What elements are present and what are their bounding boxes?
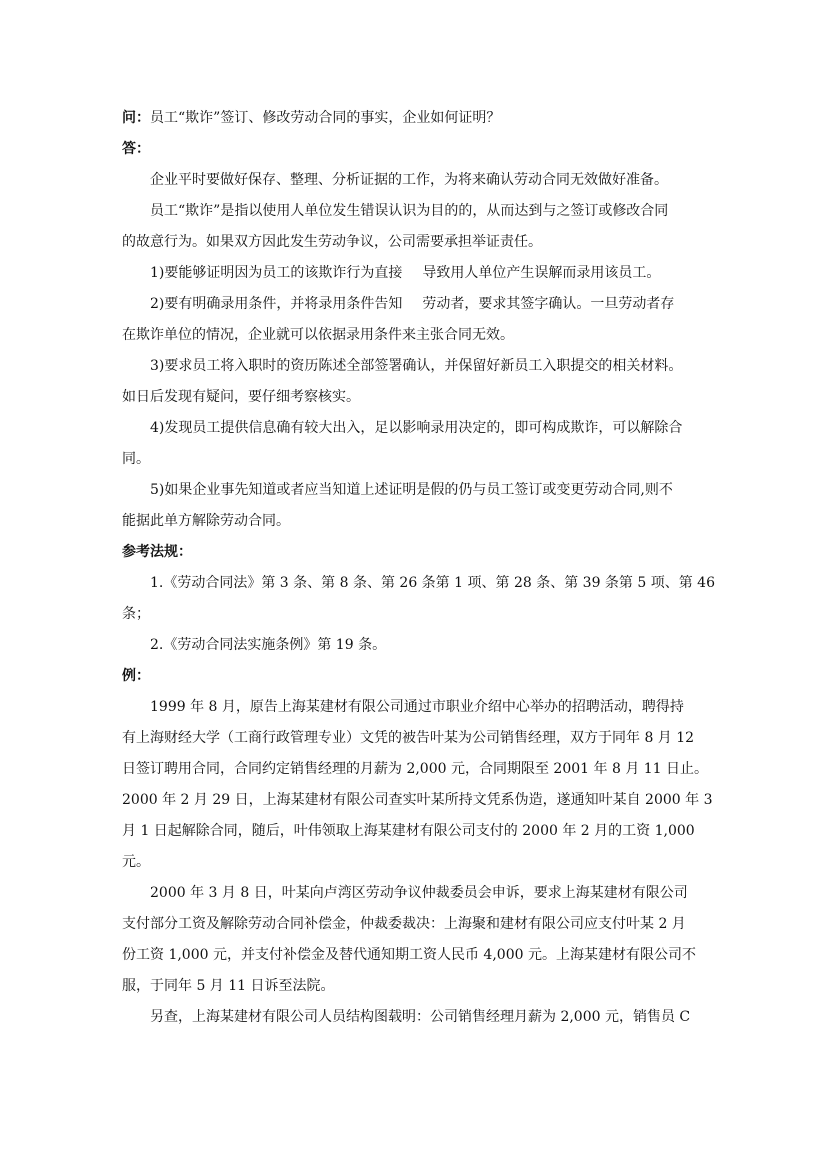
example-paragraph-2-line-4: 服，于同年 5 月 11 日诉至法院。 — [122, 978, 335, 994]
answer-item-4-line-2: 同。 — [122, 451, 150, 467]
answer-item-2-part-a: 2)要有明确录用条件，并将录用条件告知 — [150, 296, 403, 312]
reference-2: 2.《劳动合同法实施条例》第 19 条。 — [150, 637, 387, 653]
answer-item-2-part-b: 劳动者，要求其签字确认。一旦劳动者存 — [422, 296, 675, 312]
answer-item-3-line-2: 如日后发现有疑问，要仔细考察核实。 — [122, 389, 360, 405]
answer-paragraph-2-line-2: 的故意行为。如果双方因此发生劳动争议，公司需要承担举证责任。 — [122, 234, 542, 250]
answer-item-2-line-2: 在欺诈单位的情况，企业就可以依据录用条件来主张合同无效。 — [122, 327, 514, 343]
example-paragraph-2-line-3: 份工资 1,000 元，并支付补偿金及替代通知期工资人民币 4,000 元。上海某建材有限公司不 — [122, 947, 696, 963]
answer-label: 答： — [122, 141, 150, 157]
example-paragraph-1-line-6: 元。 — [122, 854, 150, 870]
answer-item-2-line-1 — [122, 289, 704, 320]
answer-item-1 — [122, 258, 704, 289]
answer-item-4-line-1: 4)发现员工提供信息确有较大出入，足以影响录用决定的，即可构成欺诈，可以解除合 — [150, 420, 683, 436]
example-paragraph-2-line-1: 2000 年 3 月 8 日，叶某向卢湾区劳动争议仲裁委员会申诉，要求上海某建材有限公司 — [150, 885, 688, 901]
question-line — [122, 103, 704, 134]
example-paragraph-1-line-1: 1999 年 8 月，原告上海某建材有限公司通过市职业介绍中心举办的招聘活动，聘得持 — [150, 699, 684, 715]
example-paragraph-1-line-5: 月 1 日起解除合同，随后，叶伟领取上海某建材有限公司支付的 2000 年 2 月的工资 1,000 — [122, 823, 695, 839]
answer-paragraph-1: 企业平时要做好保存、整理、分析证据的工作，为将来确认劳动合同无效做好准备。 — [150, 172, 668, 188]
answer-paragraph-2-line-1: 员工“欺诈”是指以使用人单位发生错误认识为目的的，从而达到与之签订或修改合同 — [150, 203, 669, 219]
answer-item-1-part-b: 导致用人单位产生误解而录用该员工。 — [422, 265, 661, 281]
reference-1-line-1: 1.《劳动合同法》第 3 条、第 8 条、第 26 条第 1 项、第 28 条、第 39 条第 5 项、第 46 — [150, 575, 715, 591]
references-label: 参考法规： — [122, 544, 192, 560]
answer-item-5-line-1: 5)如果企业事先知道或者应当知道上述证明是假的仍与员工签订或变更劳动合同,则不 — [150, 482, 673, 498]
example-paragraph-1-line-4: 2000 年 2 月 29 日，上海某建材有限公司查实叶某所持文凭系伪造，遂通知叶某自 2000 年 3 — [122, 792, 713, 808]
document-body — [122, 103, 715, 1033]
reference-1-line-2: 条； — [122, 606, 150, 622]
question-text: 员工“欺诈”签订、修改劳动合同的事实，企业如何证明？ — [150, 110, 501, 126]
answer-item-5-line-2: 能据此单方解除劳动合同。 — [122, 513, 290, 529]
example-paragraph-1-line-3: 日签订聘用合同，合同约定销售经理的月薪为 2,000 元，合同期限至 2001 年 8 月 11 日止。 — [122, 761, 709, 777]
example-paragraph-1-line-2: 有上海财经大学（工商行政管理专业）文凭的被告叶某为公司销售经理，双方于同年 8 月 12 — [122, 730, 695, 746]
answer-item-3-line-1: 3)要求员工将入职时的资历陈述全部签署确认，并保留好新员工入职提交的相关材料。 — [150, 358, 683, 374]
example-paragraph-3-line-1: 另查，上海某建材有限公司人员结构图载明：公司销售经理月薪为 2,000 元，销售员 C — [150, 1009, 691, 1025]
example-paragraph-2-line-2: 支付部分工资及解除劳动合同补偿金，仲裁委裁决：上海聚和建材有限公司应支付叶某 2 月 — [122, 916, 686, 932]
answer-item-1-part-a: 1)要能够证明因为员工的该欺诈行为直接 — [150, 265, 403, 281]
question-label: 问： — [122, 110, 150, 126]
example-label: 例： — [122, 668, 150, 684]
